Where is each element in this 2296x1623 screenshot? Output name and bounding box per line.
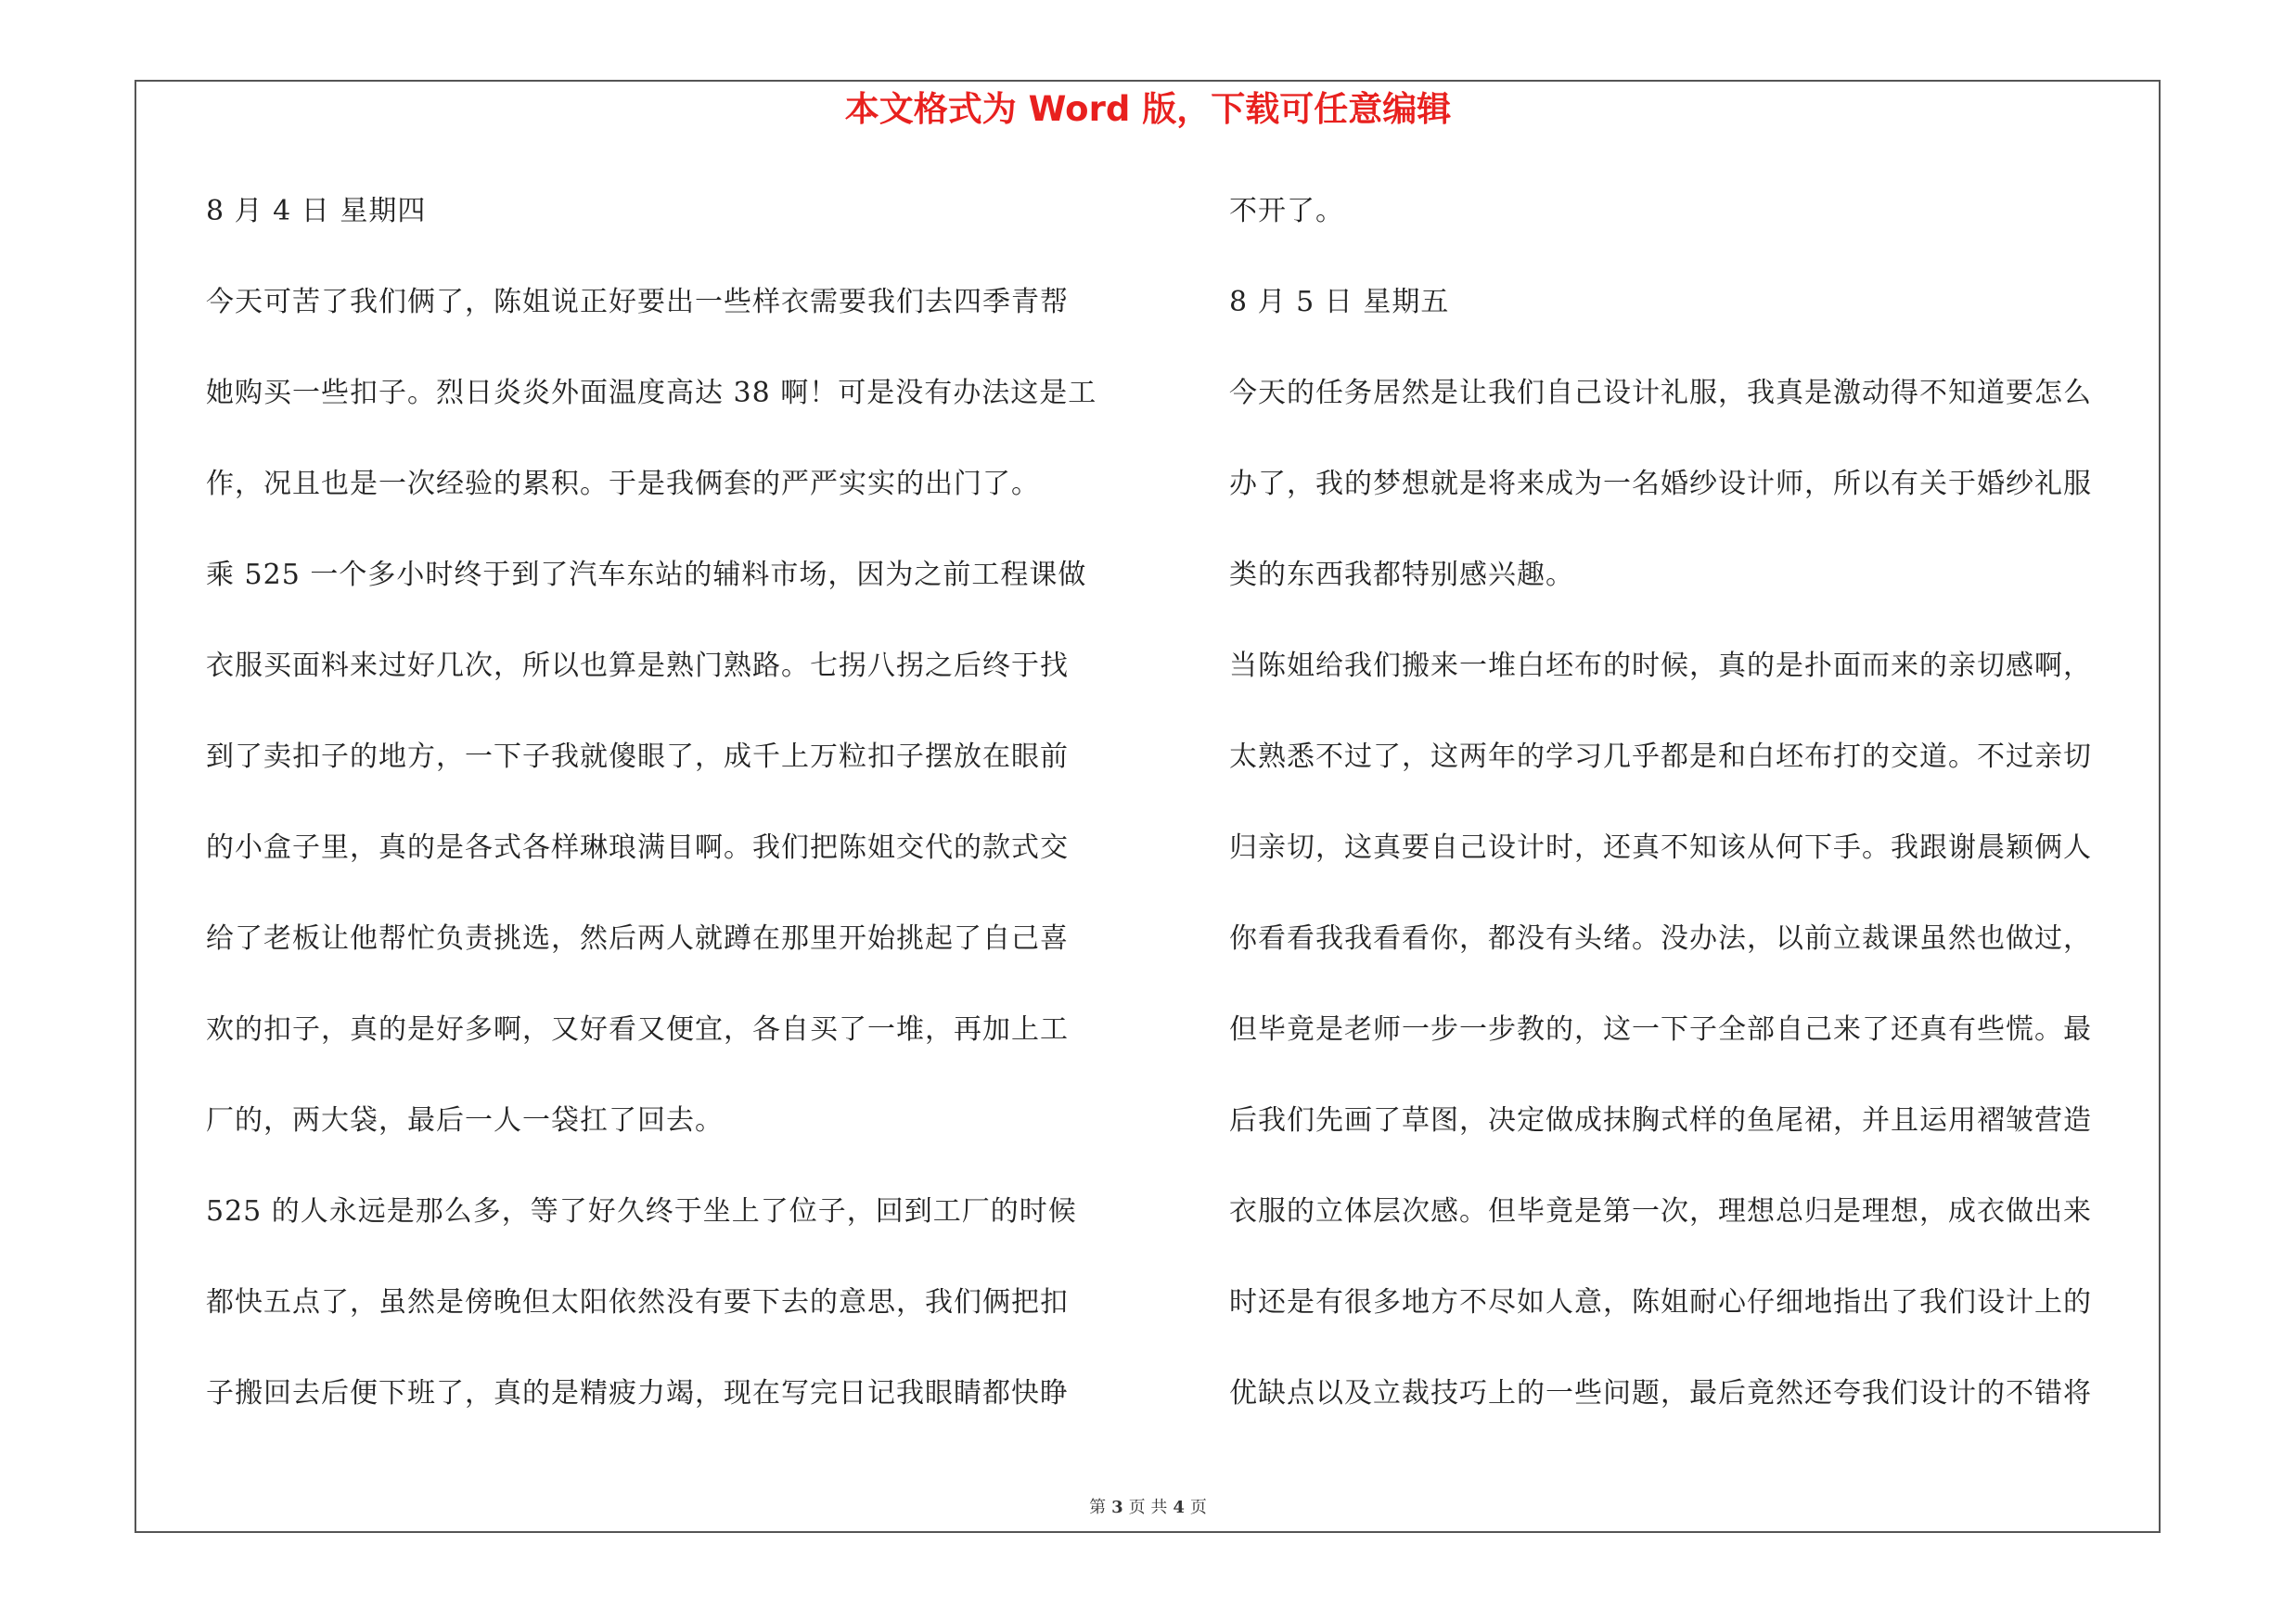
- text-line: 类的东西我都特别感兴趣。: [1229, 559, 1574, 591]
- text-line: 但毕竟是老师一步一步教的，这一下子全部自己来了还真有些慌。最: [1229, 1013, 2092, 1046]
- text-line: 后我们先画了草图，决定做成抹胸式样的鱼尾裙，并且运用褶皱营造: [1229, 1104, 2092, 1137]
- text-line: 时还是有很多地方不尽如人意，陈姐耐心仔细地指出了我们设计上的: [1229, 1286, 2092, 1319]
- text-line: 不开了。: [1229, 195, 1344, 227]
- text-line: 都快五点了，虽然是傍晚但太阳依然没有要下去的意思，我们俩把扣: [206, 1286, 1069, 1319]
- text-line: 今天的任务居然是让我们自己设计礼服，我真是激动得不知道要怎么: [1229, 377, 2092, 409]
- text-line: 今天可苦了我们俩了，陈姐说正好要出一些样衣需要我们去四季青帮: [206, 286, 1069, 318]
- text-line: 太熟悉不过了，这两年的学习几乎都是和白坯布打的交道。不过亲切: [1229, 741, 2092, 773]
- text-line: 优缺点以及立裁技巧上的一些问题，最后竟然还夸我们设计的不错将: [1229, 1377, 2092, 1410]
- text-line: 乘 525 一个多小时终于到了汽车东站的辅料市场，因为之前工程课做: [206, 559, 1087, 591]
- text-line: 8 月 4 日 星期四: [206, 195, 427, 227]
- right-column: [1229, 182, 2166, 1455]
- footer-middle: 页 共: [1128, 1498, 1168, 1517]
- page-number-footer: [0, 1494, 2296, 1522]
- text-line: 8 月 5 日 星期五: [1229, 286, 1450, 318]
- text-line: 办了，我的梦想就是将来成为一名婚纱设计师，所以有关于婚纱礼服: [1229, 468, 2092, 500]
- text-line: 的小盒子里，真的是各式各样琳琅满目啊。我们把陈姐交代的款式交: [206, 831, 1069, 864]
- text-line: 当陈姐给我们搬来一堆白坯布的时候，真的是扑面而来的亲切感啊，: [1229, 650, 2092, 682]
- current-page-number: 3: [1111, 1498, 1123, 1517]
- footer-suffix: 页: [1189, 1498, 1207, 1517]
- text-line: 衣服的立体层次感。但毕竟是第一次，理想总归是理想，成衣做出来: [1229, 1195, 2092, 1228]
- word-format-banner: 本文格式为 Word 版，下载可任意编辑: [844, 89, 1452, 129]
- left-column: [206, 182, 1134, 1455]
- text-line: 子搬回去后便下班了，真的是精疲力竭，现在写完日记我眼睛都快睁: [206, 1377, 1069, 1410]
- total-page-number: 4: [1173, 1498, 1185, 1517]
- text-line: 给了老板让他帮忙负责挑选，然后两人就蹲在那里开始挑起了自己喜: [206, 922, 1069, 955]
- footer-prefix: 第: [1089, 1498, 1107, 1517]
- text-line: 到了卖扣子的地方，一下子我就傻眼了，成千上万粒扣子摆放在眼前: [206, 741, 1069, 773]
- text-line: 归亲切，这真要自己设计时，还真不知该从何下手。我跟谢晨颖俩人: [1229, 831, 2092, 864]
- text-line: 你看看我我看看你，都没有头绪。没办法，以前立裁课虽然也做过，: [1229, 922, 2092, 955]
- text-line: 衣服买面料来过好几次，所以也算是熟门熟路。七拐八拐之后终于找: [206, 650, 1069, 682]
- text-line: 她购买一些扣子。烈日炎炎外面温度高达 38 啊！可是没有办法这是工: [206, 377, 1097, 409]
- text-line: 厂的，两大袋，最后一人一袋扛了回去。: [206, 1104, 724, 1137]
- text-line: 525 的人永远是那么多，等了好久终于坐上了位子，回到工厂的时候: [206, 1195, 1077, 1228]
- text-line: 作，况且也是一次经验的累积。于是我俩套的严严实实的出门了。: [206, 468, 1040, 500]
- text-line: 欢的扣子，真的是好多啊，又好看又便宜，各自买了一堆，再加上工: [206, 1013, 1069, 1046]
